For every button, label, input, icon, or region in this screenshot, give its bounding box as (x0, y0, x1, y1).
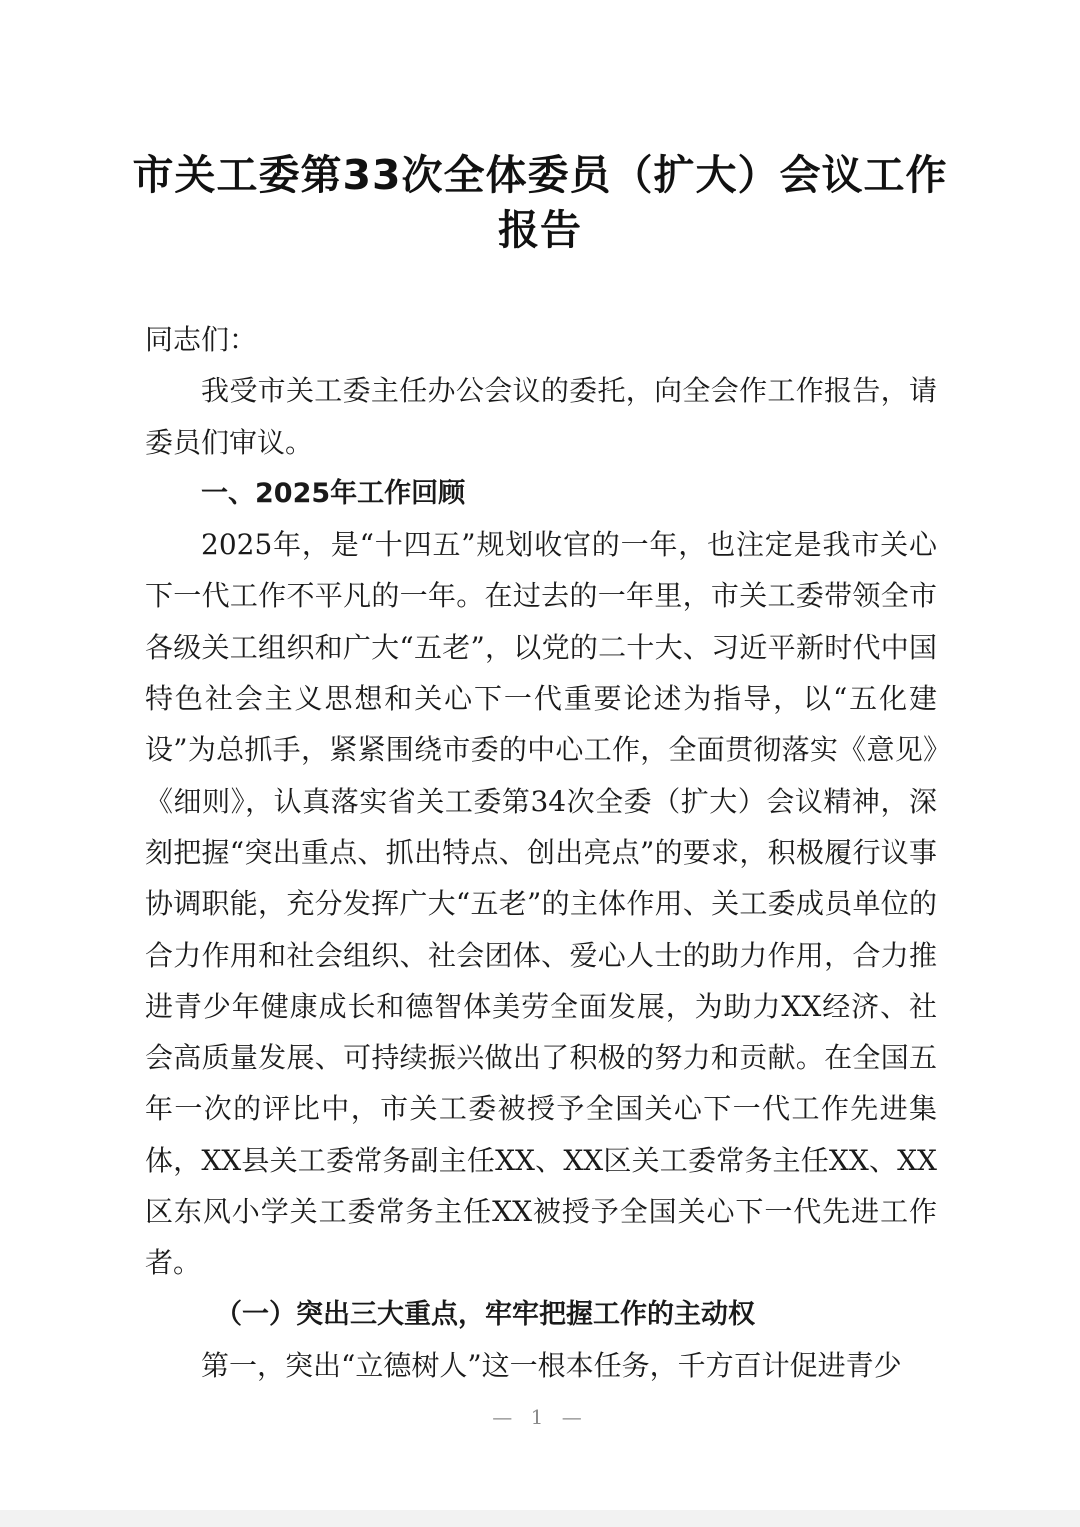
document-title: 市关工委第33次全体委员（扩大）会议工作报告 (132, 151, 948, 254)
section-paragraph: 2025年，是“十四五”规划收官的一年，也注定是我市关心下一代工作不平凡的一年。在过去的一年里，市关工委带领全市各级关工组织和广大“五老”，以党的二十大、习近平新时代中国特色社会主义思想和关心下一代重要论述为指导，以“五化建设”为总抓手，紧紧围绕市委的中心工作，全面贯彻落实《意见》《细则》，认真落实省关工委第34次全委（扩大）会议精神，深刻把握“突出重点、抓出特点、创出亮点”的要求，积极履行议事协调职能，充分发挥广大“五老”的主体作用、关工委成员单位的合力作用和社会组织、社会团体、爱心人士的助力作用，合力推进青少年健康成长和德智体美劳全面发展，为助力XX经济、社会高质量发展、可持续振兴做出了积极的努力和贡献。在全国五年一次的评比中，市关工委被授予全国关心下一代工作先进集体，XX县关工委常务副主任XX、XX区关工委常务主任XX、XX区东风小学关工委常务主任XX被授予全国关心下一代先进工作者。 (145, 528, 937, 1280)
subsection-heading: （一）突出三大重点，牢牢把握工作的主动权 (215, 1298, 755, 1330)
document-body (145, 314, 937, 1391)
section-heading: 一、2025年工作回顾 (201, 477, 466, 509)
page-number: — 1 — (492, 1405, 588, 1429)
subsection-paragraph: 第一，突出“立德树人”这一根本任务，千方百计促进青少 (201, 1348, 902, 1382)
intro-paragraph: 我受市关工委主任办公会议的委托，向全会作工作报告，请委员们审议。 (145, 374, 937, 459)
salutation: 同志们： (145, 323, 258, 356)
page-bottom-strip (0, 1510, 1080, 1527)
